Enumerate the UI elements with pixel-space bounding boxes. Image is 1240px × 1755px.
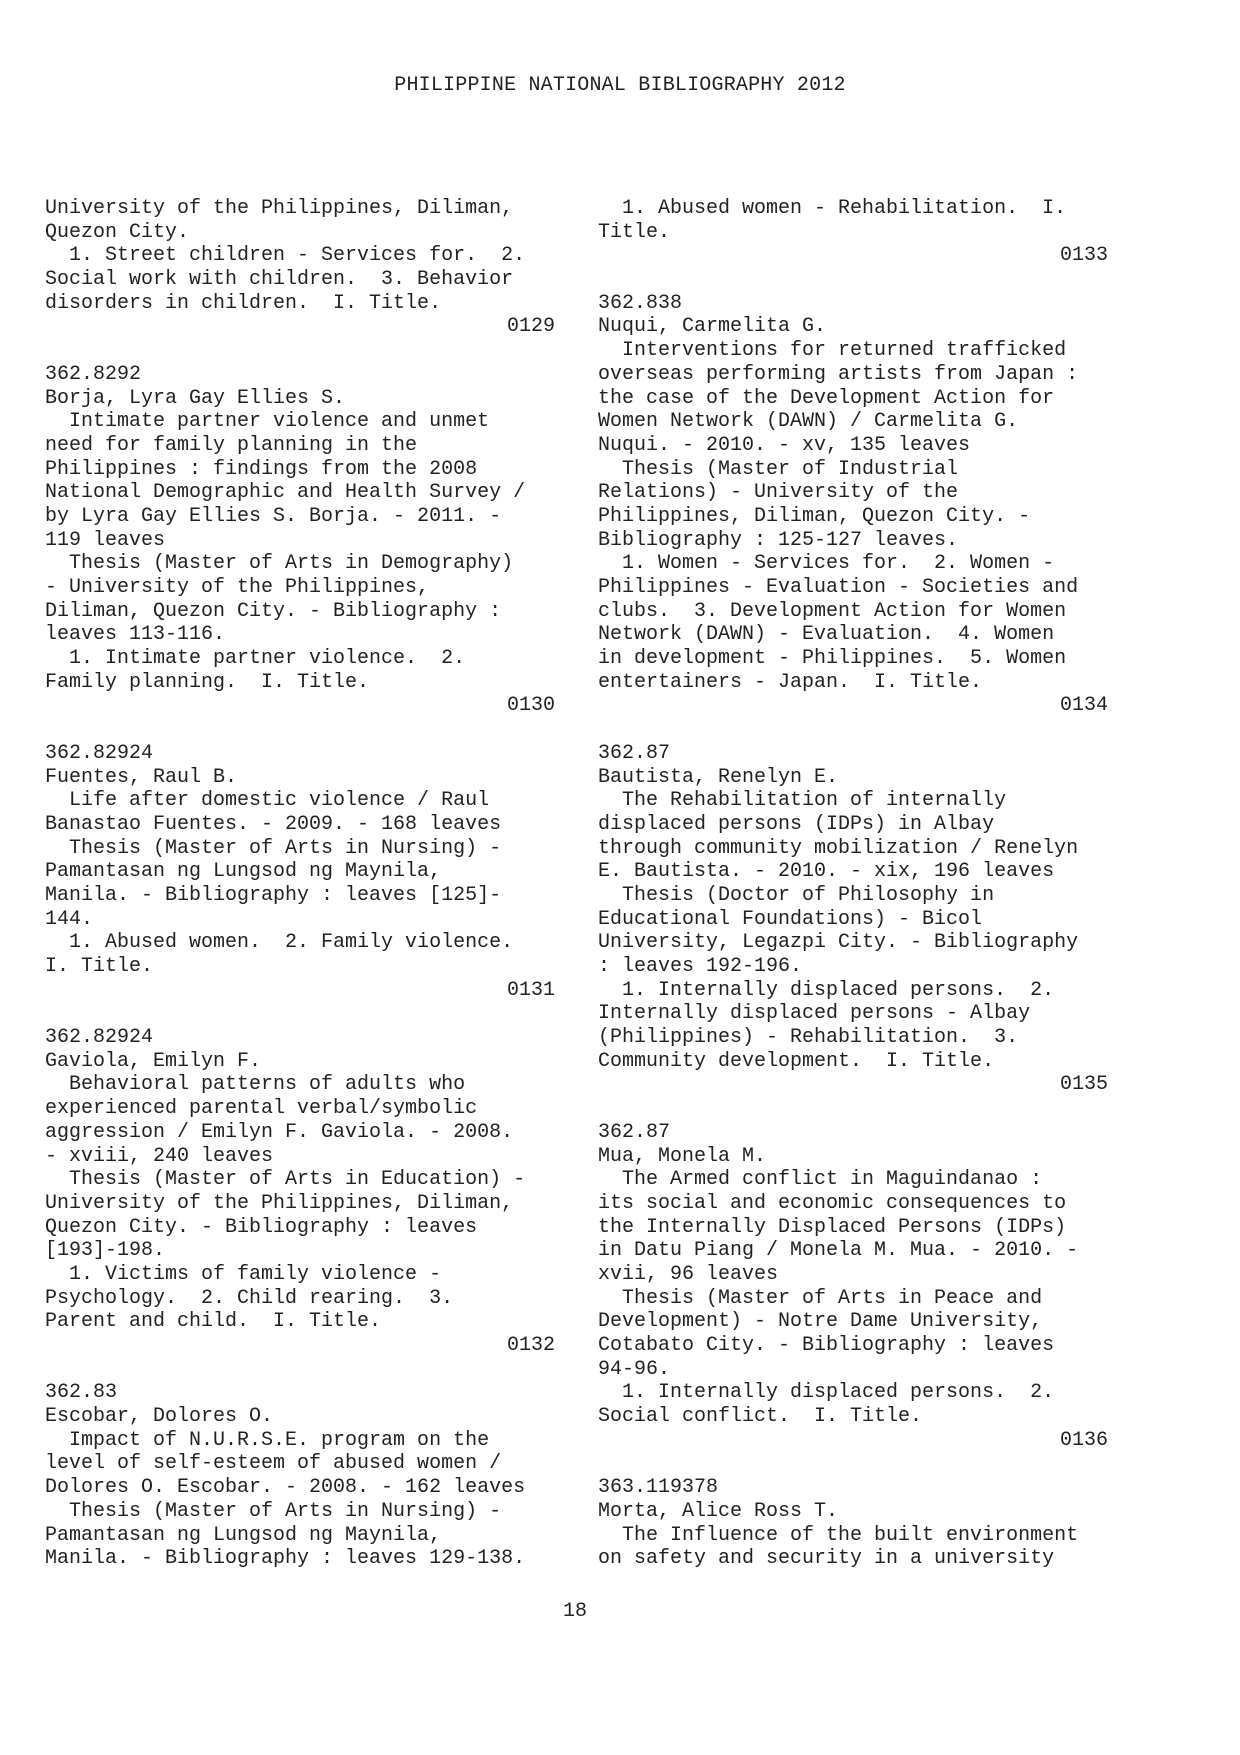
entry-line: The Armed conflict in Maguindanao : [598,1168,1043,1192]
entry-line: Parent and child. I. Title. [45,1310,382,1334]
entry-line: Morta, Alice Ross T. [598,1499,839,1523]
entry-line: 362.87 [598,1120,671,1144]
entry-line: I. Title. [45,955,154,978]
entry-line: Development) - Notre Dame University, [598,1310,1043,1334]
entry-line: 362.838 [598,291,683,315]
entry-line: Relations) - University of the [598,481,959,505]
entry-line: Psychology. 2. Child rearing. 3. [45,1286,454,1310]
entry-line: the Internally Displaced Persons (IDPs) [598,1215,1067,1239]
entry-line: Thesis (Master of Arts in Nursing) - [45,1499,502,1523]
entry-gap [45,1358,555,1382]
entry-line: Life after domestic violence / Raul [45,789,490,813]
entry-line: The Influence of the built environment [598,1523,1079,1547]
entry-line: University, Legazpi City. - Bibliography [598,931,1079,955]
entry-line: Philippines, Diliman, Quezon City. - [598,504,1031,528]
entry-line: Bibliography : 125-127 leaves. [598,528,959,552]
entry-line: 362.83 [45,1381,118,1405]
entry-line: Interventions for returned trafficked [598,339,1067,363]
bibliography-entry [598,292,1108,718]
entry-line: 1. Victims of family violence - [45,1262,442,1286]
entry-gap [598,1452,1108,1476]
entry-line: Fuentes, Raul B. [45,765,238,789]
entry-line: Manila. - Bibliography : leaves 129-138. [45,1547,526,1571]
entry-line: overseas performing artists from Japan : [598,362,1079,386]
entry-line: displaced persons (IDPs) in Albay [598,812,995,836]
bibliography-entry [45,197,555,339]
entry-line: Borja, Lyra Gay Ellies S. [45,386,346,410]
entry-line: xvii, 96 leaves [598,1262,779,1286]
entry-line: 1. Internally displaced persons. 2. [598,978,1055,1002]
entry-line: Thesis (Master of Arts in Nursing) - [45,836,502,860]
entry-line: in Datu Piang / Monela M. Mua. - 2010. - [598,1239,1079,1263]
entry-line: Philippines : findings from the 2008 [45,457,478,481]
entry-line: 144. [45,907,94,931]
entry-line: Quezon City. - Bibliography : leaves [45,1215,478,1239]
entry-line: Impact of N.U.R.S.E. program on the [45,1428,490,1452]
entry-line: disorders in children. I. Title. [45,291,442,315]
entry-line: Diliman, Quezon City. - Bibliography : [45,599,502,623]
entry-line: entertainers - Japan. I. Title. [598,670,983,694]
entry-line: Behavioral patterns of adults who [45,1073,466,1097]
entry-line: Escobar, Dolores O. [45,1405,274,1429]
entry-number: 0131 [506,978,555,1002]
entry-line: Thesis (Master of Arts in Demography) [45,552,514,576]
entry-line: through community mobilization / Renelyn [598,836,1079,860]
entry-line: Quezon City. [45,220,190,244]
entry-line: 363.119378 [598,1476,719,1500]
entry-line: Family planning. I. Title. [45,670,370,694]
entry-line: : leaves 192-196. [598,955,803,978]
entry-line: Network (DAWN) - Evaluation. 4. Women [598,623,1055,647]
entry-line: E. Bautista. - 2010. - xix, 196 leaves [598,860,1055,884]
entry-gap [45,339,555,363]
entry-number: 0129 [506,315,555,339]
entry-line: need for family planning in the [45,433,418,457]
entry-gap [45,1002,555,1026]
entry-line: Intimate partner violence and unmet [45,410,490,434]
bibliography-entry [598,1121,1108,1453]
entry-line: Mua, Monela M. [598,1144,767,1168]
entry-line: 362.82924 [45,741,154,765]
entry-number: 0136 [1059,1428,1108,1452]
entry-line: 1. Abused women - Rehabilitation. I. [598,197,1067,220]
page-number: 18 [562,1600,587,1623]
bibliography-entry [45,742,555,1003]
entry-line: experienced parental verbal/symbolic [45,1097,478,1121]
entry-line: National Demographic and Health Survey / [45,481,526,505]
entry-number: 0133 [1059,244,1108,268]
entry-line: University of the Philippines, Diliman, [45,197,514,220]
entry-line: Cotabato City. - Bibliography : leaves [598,1334,1055,1357]
entry-line: Social conflict. I. Title. [598,1405,923,1429]
entry-line: Thesis (Master of Industrial [598,457,959,481]
entry-line: clubs. 3. Development Action for Women [598,599,1067,623]
entry-gap [45,718,555,742]
entry-gap [598,268,1108,292]
bibliography-entry [45,363,555,718]
entry-line: Educational Foundations) - Bicol [598,907,983,931]
bibliography-entry [598,197,1108,268]
right-column [598,197,1108,1571]
entry-line: Internally displaced persons - Albay [598,1002,1031,1026]
entry-line: its social and economic consequences to [598,1191,1067,1215]
entry-line: 362.82924 [45,1026,154,1050]
page-header: PHILIPPINE NATIONAL BIBLIOGRAPHY 2012 [394,74,846,97]
entry-line: Women Network (DAWN) / Carmelita G. [598,410,1019,434]
entry-line: aggression / Emilyn F. Gaviola. - 2008. [45,1120,514,1144]
entry-line: Title. [598,220,671,244]
entry-line: 1. Abused women. 2. Family violence. [45,931,514,955]
entry-line: Community development. I. Title. [598,1049,995,1073]
entry-number: 0130 [506,694,555,718]
entry-line: 1. Intimate partner violence. 2. [45,647,466,671]
entry-number: 0132 [506,1334,555,1357]
entry-line: Philippines - Evaluation - Societies and [598,576,1079,599]
entry-number: 0135 [1059,1073,1108,1097]
bibliography-entry [45,1026,555,1358]
entry-line: 362.8292 [45,362,142,386]
entry-line: the case of the Development Action for [598,386,1055,410]
entry-line: The Rehabilitation of internally [598,789,1007,813]
entry-line: Nuqui. - 2010. - xv, 135 leaves [598,433,971,457]
entry-line: 1. Women - Services for. 2. Women - [598,552,1055,576]
entry-line: 1. Internally displaced persons. 2. [598,1381,1055,1405]
entry-line: 1. Street children - Services for. 2. [45,244,526,268]
entry-line: Thesis (Master of Arts in Education) - [45,1168,526,1192]
entry-line: 94-96. [598,1357,671,1381]
entry-gap [598,1097,1108,1121]
entry-line: leaves 113-116. [45,623,226,647]
entry-line: level of self-esteem of abused women / [45,1452,502,1476]
entry-line: - xviii, 240 leaves [45,1144,274,1168]
entry-line: 362.87 [598,741,671,765]
entry-line: Banastao Fuentes. - 2009. - 168 leaves [45,812,502,836]
entry-number: 0134 [1059,694,1108,718]
entry-line: Dolores O. Escobar. - 2008. - 162 leaves [45,1476,526,1500]
entry-line: by Lyra Gay Ellies S. Borja. - 2011. - [45,504,502,528]
bibliography-entry [598,742,1108,1097]
entry-line: University of the Philippines, Diliman, [45,1191,514,1215]
bibliography-entry [598,1476,1108,1571]
entry-line: Social work with children. 3. Behavior [45,268,514,292]
entry-line: - University of the Philippines, [45,576,430,599]
entry-line: Bautista, Renelyn E. [598,765,839,789]
entry-line: in development - Philippines. 5. Women [598,647,1067,671]
entry-line: 119 leaves [45,528,166,552]
left-column [45,197,555,1571]
entry-line: Thesis (Master of Arts in Peace and [598,1286,1043,1310]
entry-line: Pamantasan ng Lungsod ng Maynila, [45,1523,442,1547]
entry-line: Thesis (Doctor of Philosophy in [598,883,995,907]
entry-line: Manila. - Bibliography : leaves [125]- [45,883,502,907]
entry-line: Nuqui, Carmelita G. [598,315,827,339]
bibliography-entry [45,1381,555,1571]
entry-line: (Philippines) - Rehabilitation. 3. [598,1026,1019,1050]
entry-gap [598,718,1108,742]
entry-line: Gaviola, Emilyn F. [45,1049,262,1073]
entry-line: [193]-198. [45,1239,166,1263]
entry-line: on safety and security in a university [598,1547,1055,1571]
entry-line: Pamantasan ng Lungsod ng Maynila, [45,860,442,884]
